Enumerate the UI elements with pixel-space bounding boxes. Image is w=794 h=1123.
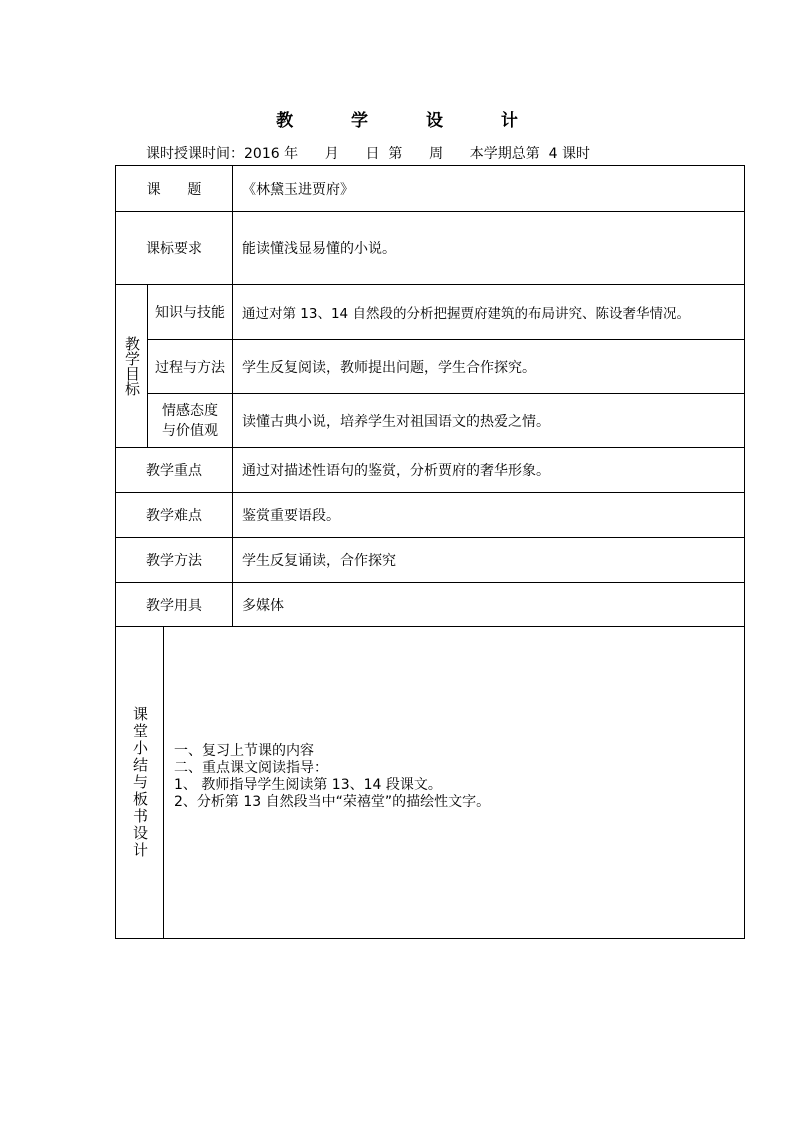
goal-attitude-label: 情感态度 与价值观 <box>148 394 233 448</box>
page-title: 教 学 设 计 <box>276 111 544 131</box>
key-point-label: 教学重点 <box>116 448 233 493</box>
tools-value: 多媒体 <box>233 583 745 627</box>
lesson-plan-table <box>115 165 745 939</box>
method-value: 学生反复诵读，合作探究 <box>233 538 745 583</box>
goal-process-label: 过程与方法 <box>148 340 233 394</box>
summary-board <box>164 627 745 939</box>
goal-process-value: 学生反复阅读，教师提出问题，学生合作探究。 <box>233 340 745 394</box>
board-line-4: 2、分析第 13 自然段当中“荣禧堂”的描绘性文字。 <box>174 794 491 810</box>
goal-attitude-value: 读懂古典小说，培养学生对祖国语文的热爱之情。 <box>233 394 745 448</box>
goals-group-label: 教学目标 <box>116 285 148 448</box>
topic-value: 《林黛玉进贾府》 <box>233 166 745 212</box>
summary-label: 课堂小结与板书设计 <box>116 627 164 939</box>
goal-knowledge-label: 知识与技能 <box>148 285 233 340</box>
board-line-1: 一、复习上节课的内容 <box>174 743 314 759</box>
tools-label: 教学用具 <box>116 583 233 627</box>
lesson-time-line: 课时授课时间：2016 年 月 日 第 周 本学期总第 4 课时 <box>146 146 591 162</box>
board-line-2: 二、重点课文阅读指导： <box>174 760 328 776</box>
key-point-value: 通过对描述性语句的鉴赏，分析贾府的奢华形象。 <box>233 448 745 493</box>
difficulty-value: 鉴赏重要语段。 <box>233 493 745 538</box>
board-line-3: 1、 教师指导学生阅读第 13、14 段课文。 <box>174 777 442 793</box>
goal-knowledge-value: 通过对第 13、14 自然段的分析把握贾府建筑的布局讲究、陈设奢华情况。 <box>233 285 745 340</box>
topic-label: 课 题 <box>116 166 233 212</box>
difficulty-label: 教学难点 <box>116 493 233 538</box>
standard-label: 课标要求 <box>116 212 233 285</box>
method-label: 教学方法 <box>116 538 233 583</box>
standard-value: 能读懂浅显易懂的小说。 <box>233 212 745 285</box>
